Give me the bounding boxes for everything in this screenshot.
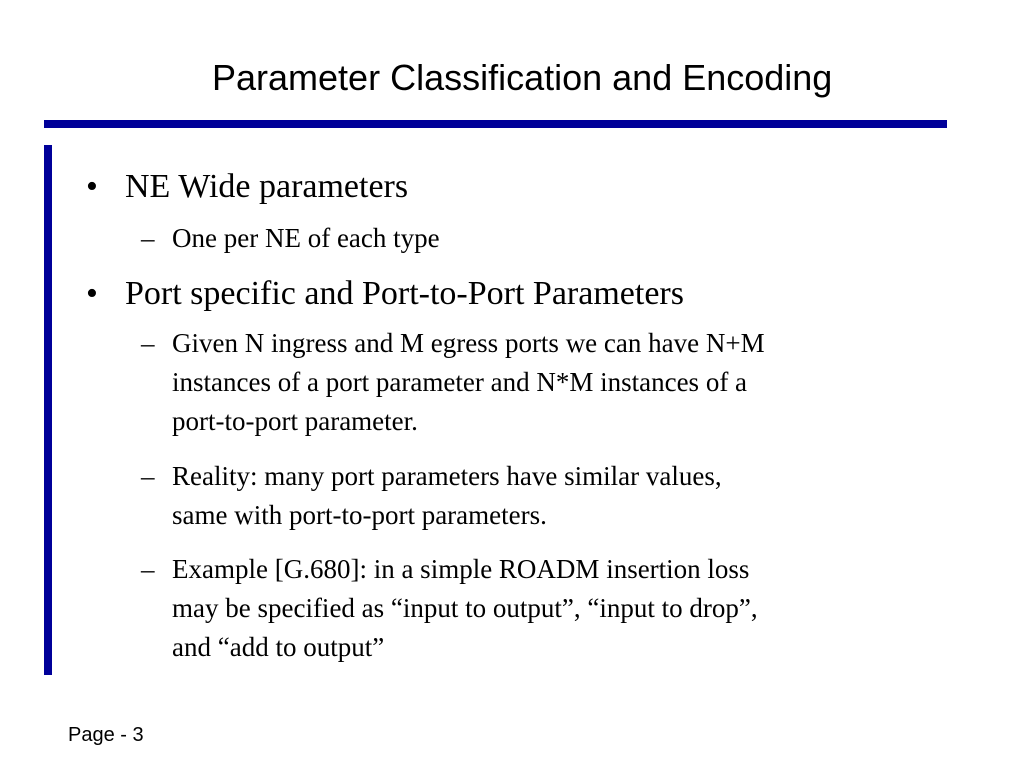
page-number-footer: Page - 3: [68, 724, 144, 746]
sub-bullet-one-per-ne-line: One per NE of each type: [172, 223, 440, 253]
sub-bullet-example-line: Example [G.680]: in a simple ROADM insertion loss: [172, 554, 750, 584]
sub-bullet-reality-line: Reality: many port parameters have similar values,: [172, 461, 722, 491]
bullet-marker: •: [86, 275, 98, 312]
sub-bullet-ingress-egress-line: Given N ingress and M egress ports we can have N+M: [172, 328, 765, 358]
sub-bullet-example-line: and “add to output”: [172, 632, 385, 662]
slide-title: Parameter Classification and Encoding: [212, 57, 833, 98]
sub-bullet-marker: –: [141, 223, 155, 253]
sub-bullet-reality-line: same with port-to-port parameters.: [172, 500, 547, 530]
sub-bullet-marker: –: [141, 554, 155, 584]
sub-bullet-marker: –: [141, 461, 155, 491]
sub-bullet-example-line: may be specified as “input to output”, “input to drop”,: [172, 593, 758, 623]
sub-bullet-marker: –: [141, 328, 155, 358]
sub-bullet-ingress-egress-line: port-to-port parameter.: [172, 406, 418, 436]
bullet-port-specific-parameters: Port specific and Port-to-Port Parameters: [125, 275, 684, 312]
bullet-ne-wide-parameters: NE Wide parameters: [125, 168, 409, 205]
sub-bullet-ingress-egress-line: instances of a port parameter and N*M instances of a: [172, 367, 748, 397]
bullet-marker: •: [86, 168, 98, 205]
